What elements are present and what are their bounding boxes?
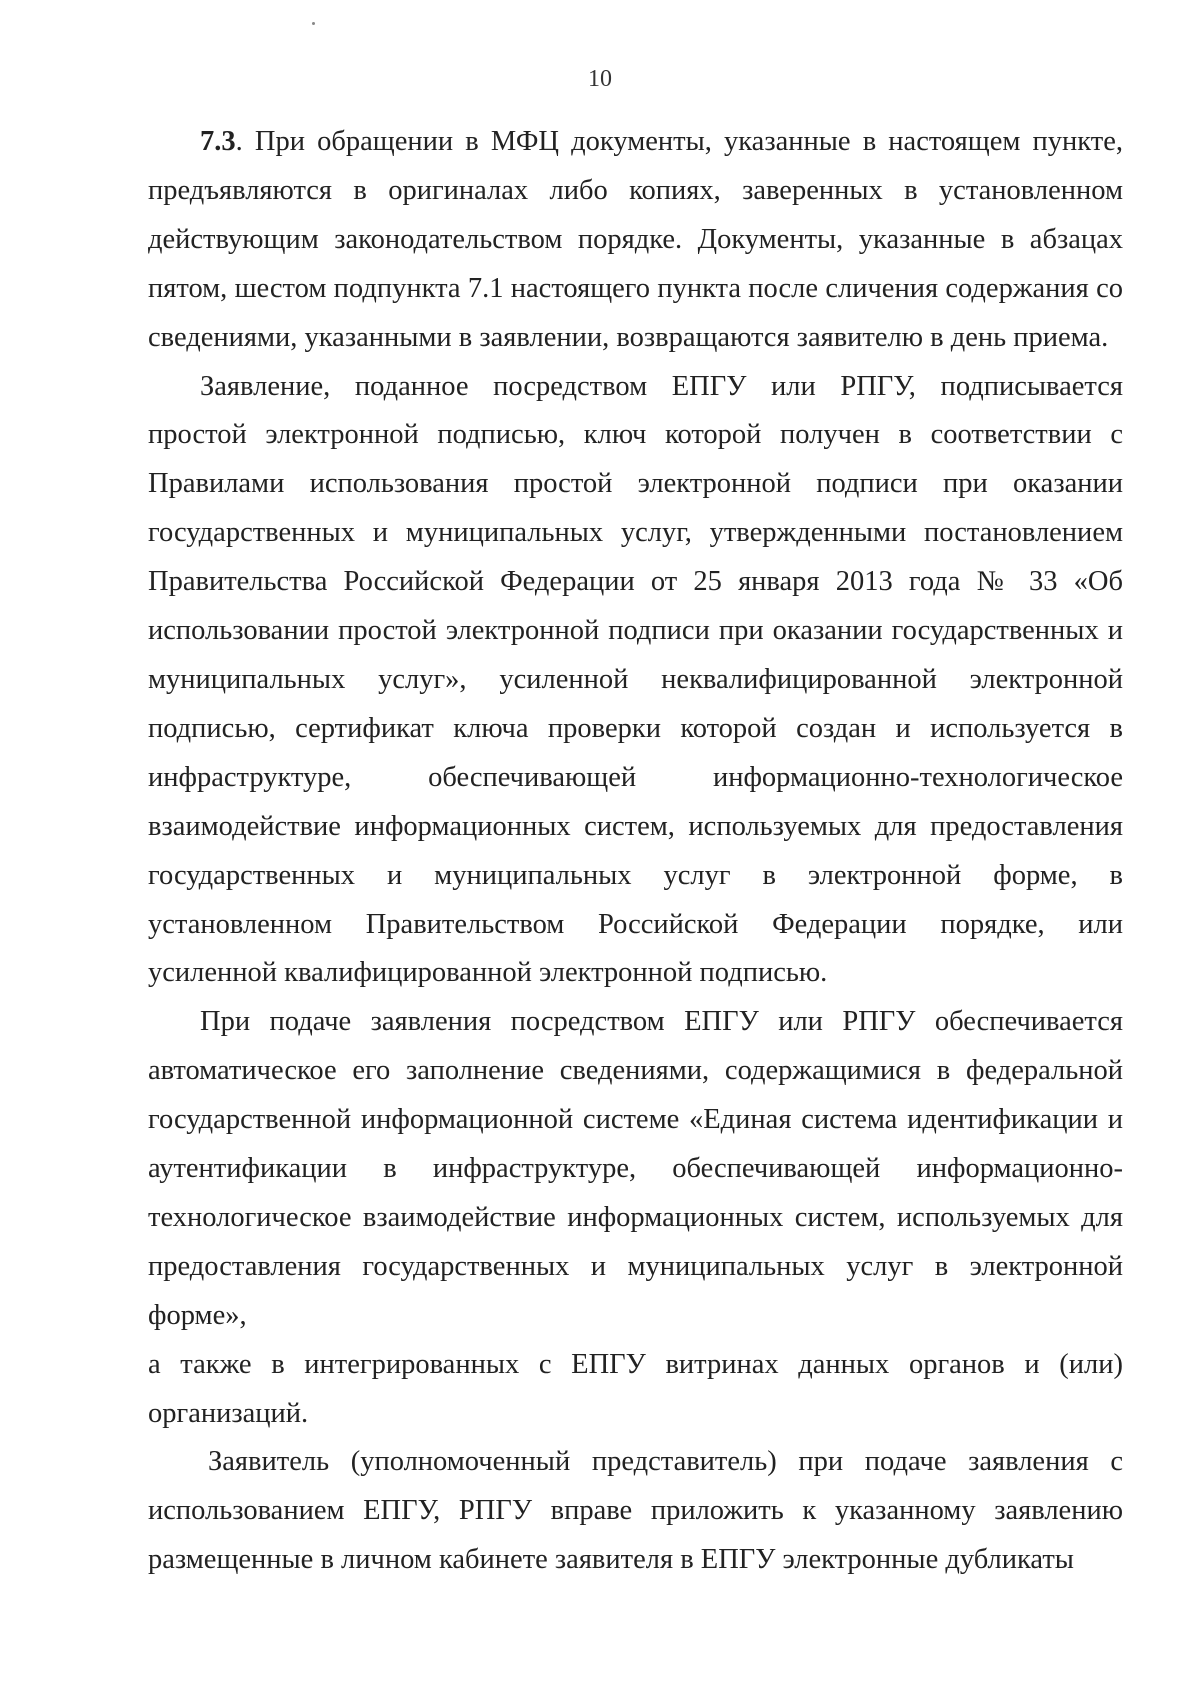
paragraph-7-3 bbox=[148, 118, 1123, 363]
paragraph-text: При обращении в МФЦ документы, указанные в настоящем пункте, предъявляются в оригиналах либо копиях, заверенных в установленном действующим законодательством порядке. Документы, указанные в абзацах пятом, шестом подпункта 7.1 настоящего пункта после сличения содержания со сведениями, указанными в заявлении, возвращаются заявителю в день приема. bbox=[148, 126, 1123, 353]
scan-speck bbox=[312, 22, 315, 25]
paragraph-applicant bbox=[148, 1438, 1123, 1585]
paragraph-text: Заявитель (уполномоченный представитель) при подаче заявления с использованием ЕПГУ, РПГУ вправе приложить к указанному заявлению размещенные в личном кабинете заявителя в ЕПГУ электронные дубликаты bbox=[148, 1446, 1123, 1576]
paragraph-showcases bbox=[148, 1341, 1123, 1439]
paragraph-text: При подаче заявления посредством ЕПГУ или РПГУ обеспечивается автоматическое его заполнение сведениями, содержащимися в федеральной государственной информационной системе «Единая система идентификации и аутентификации в инфраструктуре, обеспечивающей информационно-технологическое взаимодействие информационных систем, используемых для предоставления государственных и муниципальных услуг в электронной форме», bbox=[148, 1006, 1123, 1331]
paragraph-signature bbox=[148, 363, 1123, 999]
paragraph-text: Заявление, поданное посредством ЕПГУ или РПГУ, подписывается простой электронной подписью, ключ которой получен в соответствии с Правилами использования простой электронной подписи при оказании государственных и муниципальных услуг, утвержденными постановлением Правительства Российской Федерации от 25 января 2013 года № 33 «Об использовании простой электронной подписи при оказании государственных и муниципальных услуг», усиленной неквалифицированной электронной подписью, сертификат ключа проверки которой создан и используется в инфраструктуре, обеспечивающей информационно-технологическое взаимодействие информационных систем, используемых для предоставления государственных и муниципальных услуг в электронной форме, в установленном Правительством Российской Федерации порядке, или усиленной квалифицированной электронной подписью. bbox=[148, 370, 1123, 989]
clause-label: 7.3 bbox=[200, 126, 236, 157]
page-number: 10 bbox=[588, 66, 612, 92]
paragraph-text: а также в интегрированных с ЕПГУ витринах данных органов и (или) организаций. bbox=[148, 1348, 1123, 1429]
clause-separator: . bbox=[235, 126, 255, 157]
document-body bbox=[148, 118, 1123, 1585]
paragraph-autofill bbox=[148, 998, 1123, 1340]
